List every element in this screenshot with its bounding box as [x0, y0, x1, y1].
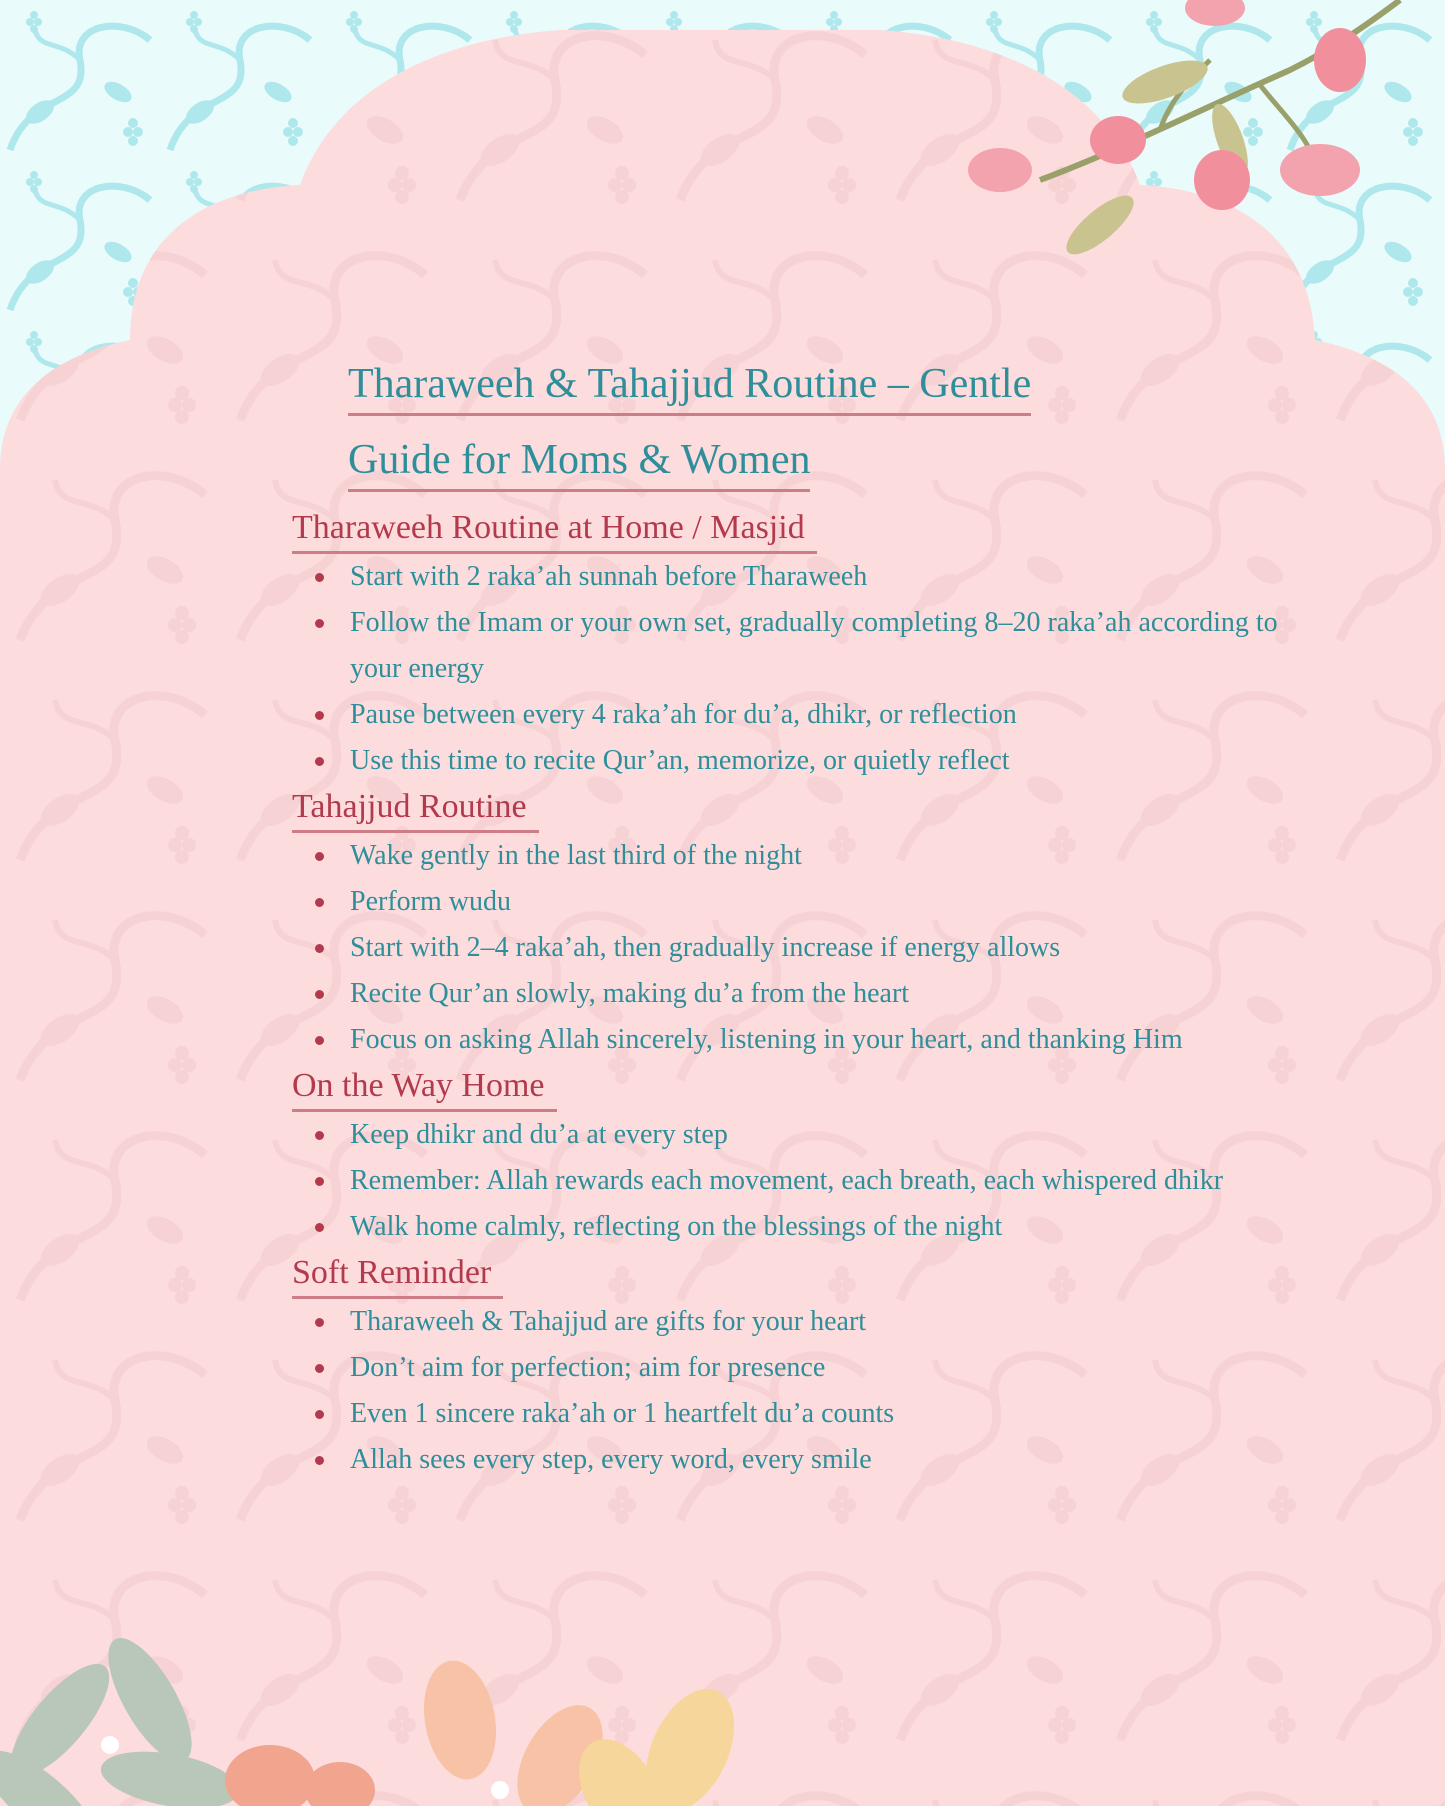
section-heading: Soft Reminder — [292, 1250, 503, 1299]
section-tharaweeh-routine — [292, 505, 1292, 784]
title-line-2: Guide for Moms & Women — [348, 431, 810, 492]
list-item: Even 1 sincere raka’ah or 1 heartfelt du’a counts — [350, 1391, 1292, 1437]
list-item: Focus on asking Allah sincerely, listening in your heart, and thanking Him — [350, 1017, 1292, 1063]
section-soft-reminder — [292, 1250, 1292, 1483]
section-heading: On the Way Home — [292, 1063, 557, 1112]
list-item: Use this time to recite Qur’an, memorize, or quietly reflect — [350, 738, 1292, 784]
list-item: Keep dhikr and du’a at every step — [350, 1112, 1292, 1158]
bullet-list — [292, 1112, 1292, 1250]
list-item: Tharaweeh & Tahajjud are gifts for your heart — [350, 1299, 1292, 1345]
list-item: Start with 2–4 raka’ah, then gradually increase if energy allows — [350, 925, 1292, 971]
list-item: Perform wudu — [350, 879, 1292, 925]
list-item: Don’t aim for perfection; aim for presence — [350, 1345, 1292, 1391]
document-body — [292, 505, 1292, 1483]
section-tahajjud-routine — [292, 784, 1292, 1063]
list-item: Start with 2 raka’ah sunnah before Tharaweeh — [350, 554, 1292, 600]
bullet-list — [292, 554, 1292, 784]
list-item: Wake gently in the last third of the night — [350, 833, 1292, 879]
list-item: Pause between every 4 raka’ah for du’a, dhikr, or reflection — [350, 692, 1292, 738]
section-on-the-way-home — [292, 1063, 1292, 1250]
page-title — [348, 350, 1148, 502]
title-line-1: Tharaweeh & Tahajjud Routine – Gentle — [348, 355, 1031, 416]
list-item: Follow the Imam or your own set, gradually completing 8–20 raka’ah according to your energy — [350, 600, 1292, 692]
list-item: Allah sees every step, every word, every smile — [350, 1437, 1292, 1483]
bullet-list — [292, 1299, 1292, 1483]
section-heading: Tahajjud Routine — [292, 784, 539, 833]
list-item: Recite Qur’an slowly, making du’a from the heart — [350, 971, 1292, 1017]
list-item: Remember: Allah rewards each movement, each breath, each whispered dhikr — [350, 1158, 1292, 1204]
list-item: Walk home calmly, reflecting on the blessings of the night — [350, 1204, 1292, 1250]
bullet-list — [292, 833, 1292, 1063]
section-heading: Tharaweeh Routine at Home / Masjid — [292, 505, 817, 554]
